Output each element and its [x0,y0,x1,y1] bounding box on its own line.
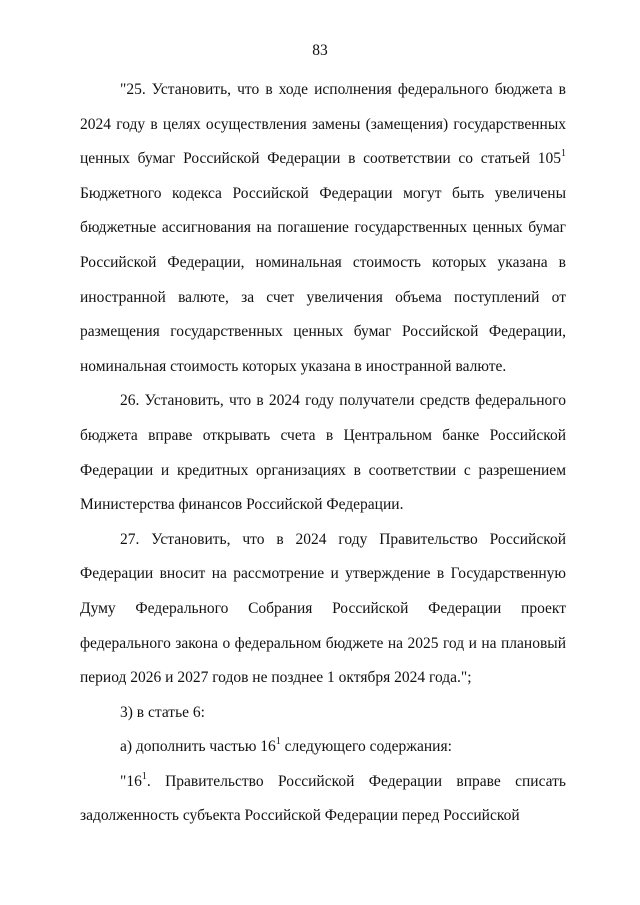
paragraph-27-text: 27. Установить, что в 2024 году Правительство Российской Федерации вносит на рассмотрение и утверждение в Государственную Думу Федерального Собрания Российской Федерации проект федерального закона о федеральном бюджете на 2025 год и на плановый период 2026 и 2027 годов не позднее 1 октября 2024 года."; [80,530,566,687]
paragraph-26-text: 26. Установить, что в 2024 году получатели средств федерального бюджета вправе открывать счета в Центральном банке Российской Федерации и кредитных организациях в соответствии с разрешением Министерства финансов Российской Федерации. [80,392,566,514]
paragraph-16-1 [80,765,566,834]
paragraph-26 [80,384,566,522]
paragraph-27 [80,523,566,696]
superscript: 1 [141,770,147,782]
subitem-a-tail: следующего содержания: [280,738,452,756]
paragraph-16-1-tail: . Правительство Российской Федерации вправе списать задолженность субъекта Российской Федерации перед Российской [80,772,566,825]
paragraph-16-1-text: "16 [120,772,142,790]
subitem-a [80,730,566,765]
paragraph-25-tail: Бюджетного кодекса Российской Федерации могут быть увеличены бюджетные ассигнования на погашение государственных ценных бумаг Российской Федерации, номинальная стоимость которых указана в иностранной валюте, за счет увеличения объема поступлений от размещения государственных ценных бумаг Российской Федерации, номинальная стоимость которых указана в иностранной валюте. [80,184,566,375]
superscript: 1 [561,148,566,160]
document-body [80,73,566,834]
subitem-a-text: а) дополнить частью 16 [120,738,276,756]
paragraph-25 [80,73,566,384]
item-3 [80,696,566,731]
page-number: 83 [312,42,328,59]
paragraph-25-text: "25. Установить, что в ходе исполнения федерального бюджета в 2024 году в целях осуществления замены (замещения) государственных ценных бумаг Российской Федерации в соответствии со статьей 105 [80,81,566,168]
superscript: 1 [275,736,281,748]
item-3-text: 3) в статье 6: [120,703,205,721]
